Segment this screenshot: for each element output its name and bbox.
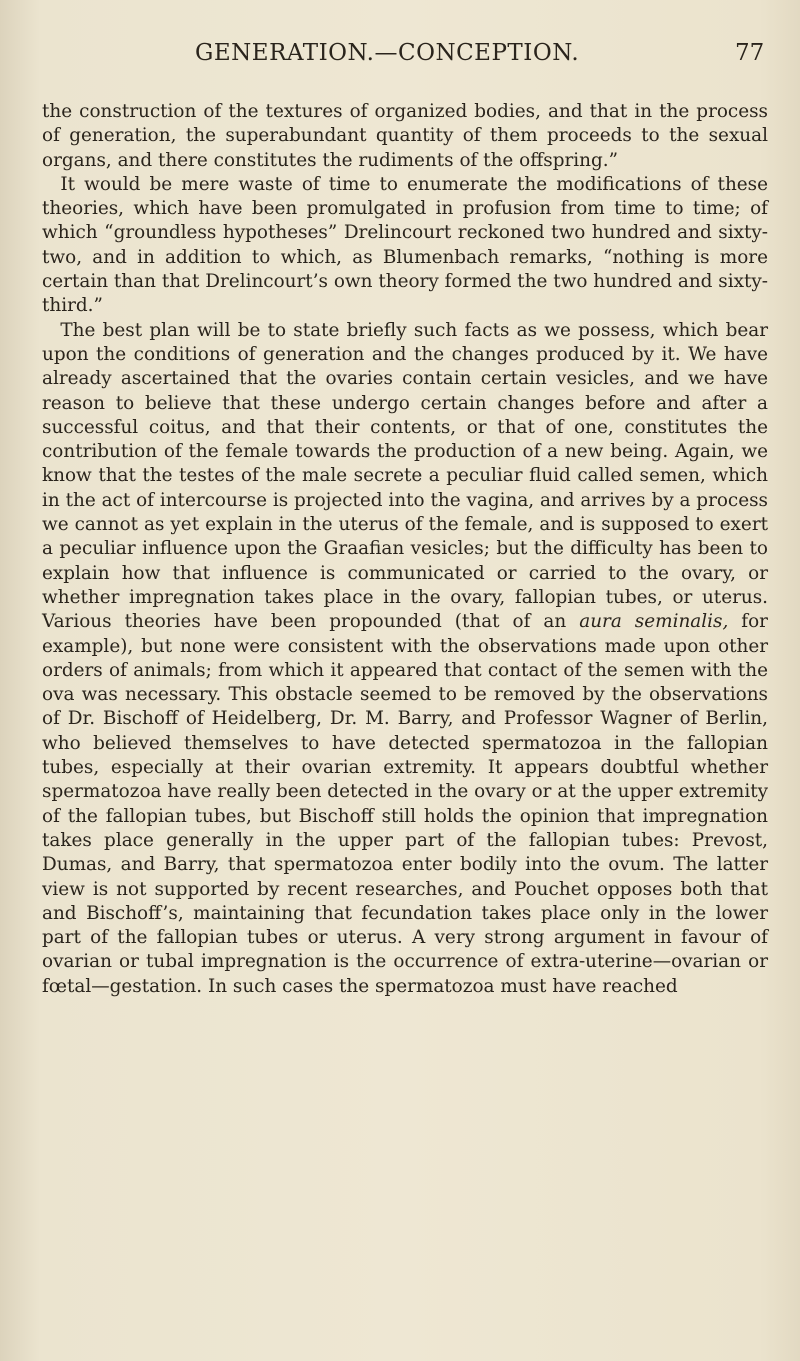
paragraph-3-part-2: for example), but none were consistent with the observations made upon other orders of animals; from which it appeared that contact of the semen with the ova was necessary. This obstacle seemed to be removed by the observations of Dr. Bischoff of Heidelberg, Dr. M. Barry, and Professor Wagner of Berlin, who believed themselves to have detected spermatozoa in the fallopian tubes, especially at their ovarian extremity. It appears doubtful whether spermatozoa have really been detected in the ovary or at the upper extremity of the fallopian tubes, but Bischoff still holds the opinion that impregnation takes place generally in the upper part of the fallopian tubes: Prevost, Dumas, and Barry, that spermatozoa enter bodily into the ovum. The latter view is not supported by recent researches, and Pouchet opposes both that and Bischoff’s, maintaining that fecundation takes place only in the lower part of the fallopian tubes or uterus. A very strong argument in favour of ovarian or tubal impregnation is the occurrence of extra-uterine—ovarian or fœtal—gestation. In such cases the spermatozoa must have reached	[42, 611, 768, 997]
paragraph-3-part-1: The best plan will be to state briefly such facts as we possess, which bear upon the conditions of generation and the changes produced by it. We have already ascertained that the ovaries contain certain vesicles, and we have reason to believe that these undergo certain changes before and after a successful coitus, and that their contents, or that of one, constitutes the contribution of the female towards the production of a new being. Again, we know that the testes of the male secrete a peculiar fluid called semen, which in the act of intercourse is projected into the vagina, and arrives by a process we cannot as yet explain in the uterus of the female, and is supposed to exert a peculiar influence upon the Graafian vesicles; but the difficulty has been to explain how that influence is communicated or carried to the ovary, or whether impregnation takes place in the ovary, fallopian tubes, or uterus. Various theories have been propounded (that of an	[42, 319, 768, 633]
italic-term: aura seminalis,	[579, 611, 729, 633]
paragraph-3	[42, 319, 768, 999]
page-header	[0, 40, 800, 80]
paragraph-2: It would be mere waste of time to enumerate the modifications of these theories, which have been promulgated in profusion from time to time; of which “groundless hypotheses” Drelincourt reckoned two hundred and sixty-two, and in addition to which, as Blumenbach remarks, “nothing is more certain than that Drelincourt’s own theory formed the two hundred and sixty-third.”	[42, 173, 768, 317]
page-number: 77	[735, 40, 765, 66]
running-head: GENERATION.—CONCEPTION.	[195, 40, 580, 66]
paragraph-1: the construction of the textures of organized bodies, and that in the process of generation, the superabundant quantity of them proceeds to the sexual organs, and there constitutes the rudiments of the offspring.”	[42, 101, 768, 171]
body-text	[42, 100, 768, 999]
